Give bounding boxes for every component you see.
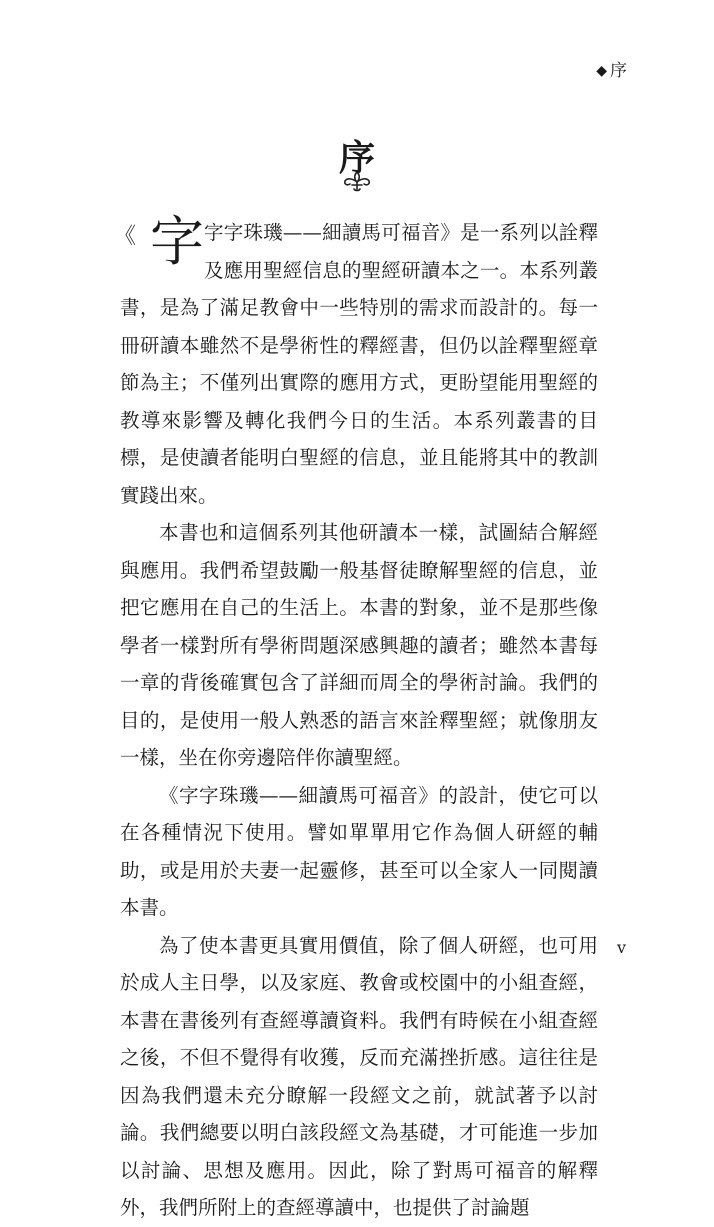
open-bracket: 《 [114,224,137,249]
running-head [596,56,628,81]
diamond-bullet-icon: ◆ [596,63,608,79]
paragraph-4: 為了使本書更具實用價值，除了個人研經，也可用於成人主日學，以及家庭、教會或校園中的小組查經，本書在書後列有查經導讀資料。我們有時候在小組查經之後，不但不覺得有收獲，反而充滿挫折感。這往往是因為我們還未充分瞭解一段經文之前，就試著予以討論。我們總要以明白該段經文為基礎，才可能進一步加以討論、思想及應用。因此，除了對馬可福音的解釋外，我們所附上的查經導讀中，也提供了討論題 [120,933,598,1219]
running-head-title: 序 [610,61,628,81]
fleur-de-lis-icon [341,170,373,192]
drop-cap-group [114,210,204,278]
paragraph-1-text: 字字珠璣——細讀馬可福音》是一系列以詮釋及應用聖經信息的聖經研讀本之一。本系列叢書，是為了滿足教會中一些特別的需求而設計的。每一冊研讀本雖然不是學術性的釋經書，但仍以詮釋聖經章節為主；不僅列出實際的應用方式，更盼望能用聖經的教導來影響及轉化我們今日的生活。本系列叢書的目標，是使讀者能明白聖經的信息，並且能將其中的教訓實踐出來。 [120,221,598,507]
paragraph-2: 本書也和這個系列其他研讀本一樣，試圖結合解經與應用。我們希望鼓勵一般基督徒瞭解聖經的信息，並把它應用在自己的生活上。本書的對象，並不是那些像學者一樣對所有學術問題深感興趣的讀者；雖然本書每一章的背後確實包含了詳細而周全的學術討論。我們的目的，是使用一般人熟悉的語言來詮釋聖經；就像朋友一樣，坐在你旁邊陪伴你讀聖經。 [120,521,598,769]
paragraph-1 [114,210,598,514]
page-number: v [616,938,626,957]
drop-cap: 字 [150,210,204,273]
paragraph-3: 《字字珠璣——細讀馬可福音》的設計，使它可以在各種情況下使用。譬如單單用它作為個人研經的輔助，或是用於夫妻一起靈修，甚至可以全家人一同閱讀本書。 [120,783,598,919]
body-text [114,210,598,1227]
page-title: 序 [338,137,375,179]
